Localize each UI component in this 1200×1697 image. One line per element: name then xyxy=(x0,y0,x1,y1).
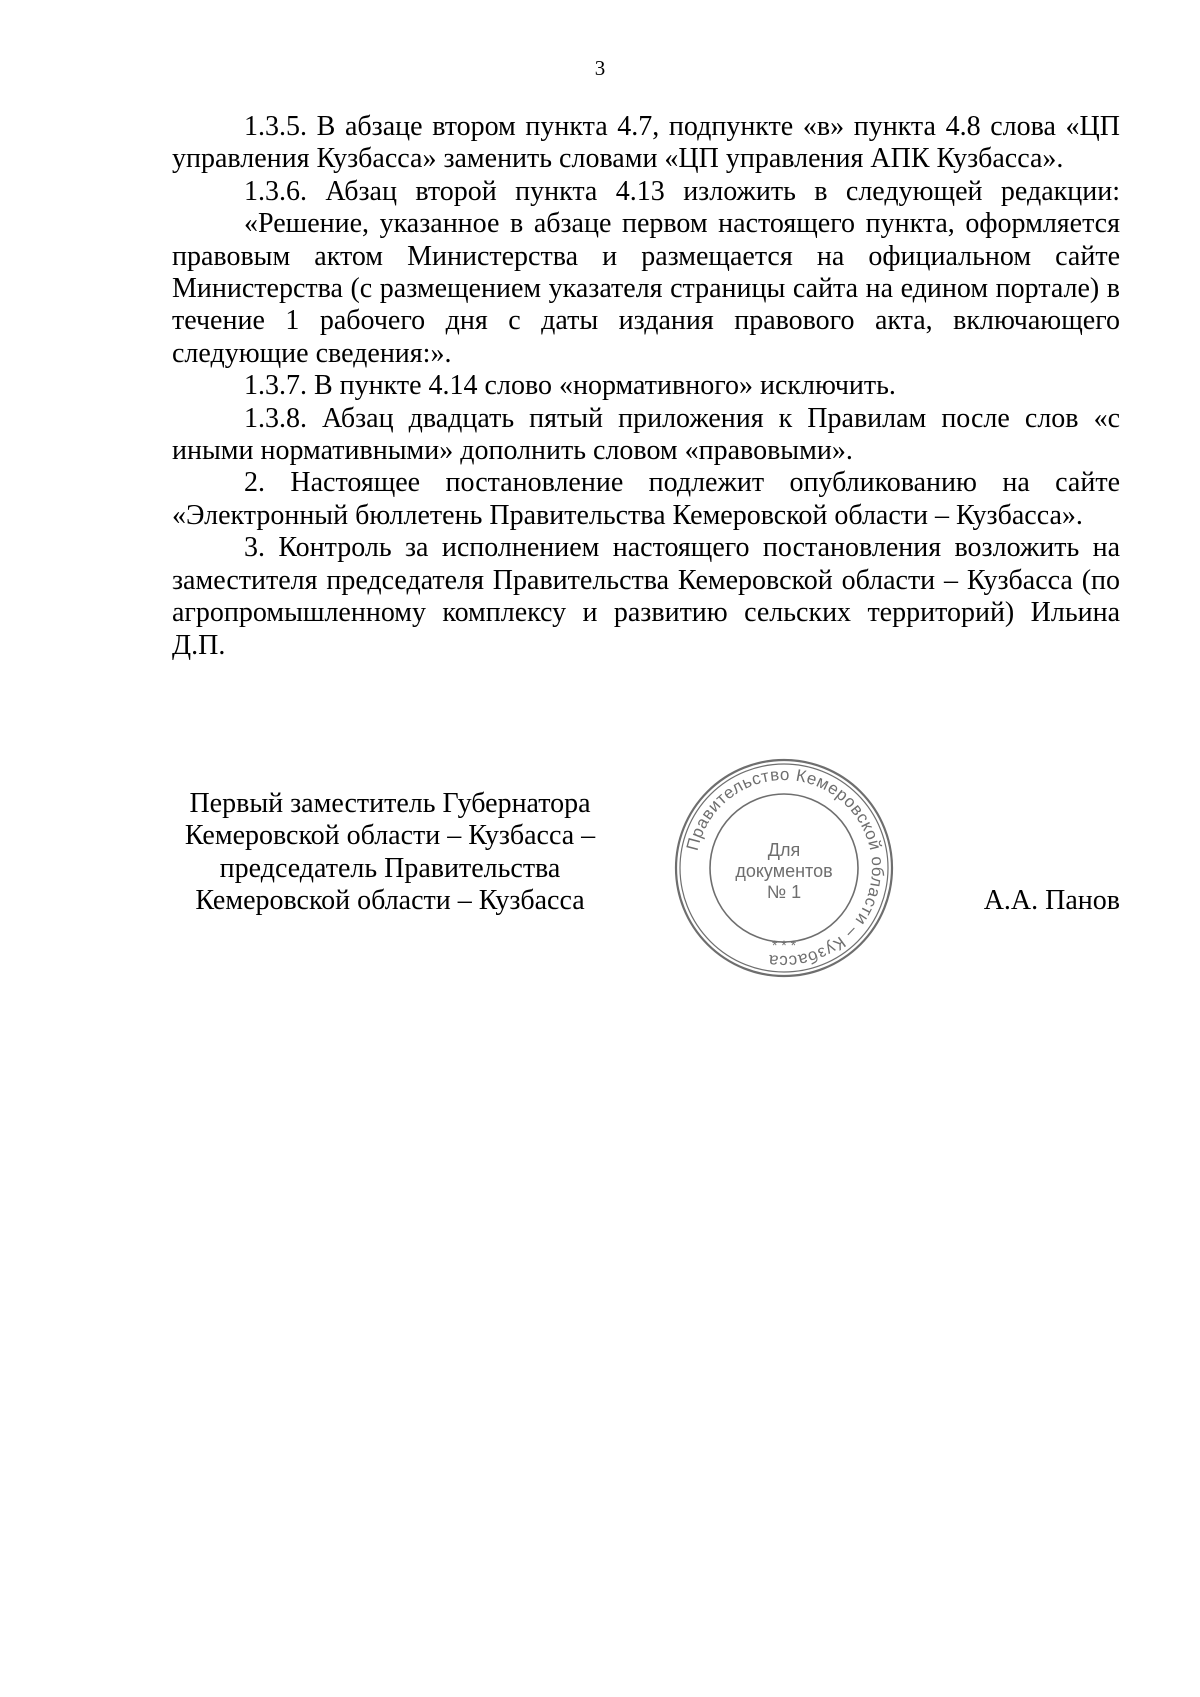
signatory-position-line: Кемеровской области – Кузбасса xyxy=(195,885,585,917)
page-number: 3 xyxy=(594,56,606,80)
document-body xyxy=(172,111,1120,662)
official-seal-stamp xyxy=(672,756,896,980)
signatory-position-line: Кемеровской области – Кузбасса – xyxy=(184,820,596,852)
signatory-position-line: Первый заместитель Губернатора xyxy=(189,788,591,819)
paragraph-1-3-6: 1.3.6. Абзац второй пункта 4.13 изложить в следующей редакции: xyxy=(244,175,1120,207)
seal-center-line: Для xyxy=(767,840,801,860)
signatory-position-line: председатель Правительства xyxy=(219,852,561,884)
paragraph-1-3-7: 1.3.7. В пункте 4.14 слово «нормативного» исключить. xyxy=(244,370,896,402)
seal-center-line: № 1 xyxy=(766,882,802,902)
paragraph-1-3-5: 1.3.5. В абзаце втором пункта 4.7, подпункте «в» пункта 4.8 слова «ЦП управления Кузбасса» заменить словами «ЦП управления АПК Кузбасса». xyxy=(172,111,1120,175)
seal-graphic xyxy=(672,756,896,980)
seal-stars: * * * xyxy=(771,937,797,953)
paragraph-2-publication: 2. Настоящее постановление подлежит опубликованию на сайте «Электронный бюллетень Правительства Кемеровской области – Кузбасса». xyxy=(172,467,1120,531)
paragraph-1-3-8: 1.3.8. Абзац двадцать пятый приложения к Правилам после слов «с иными нормативными» дополнить словом «правовыми». xyxy=(172,402,1120,467)
seal-center-line: документов xyxy=(735,861,833,881)
paragraph-quoted-decision: «Решение, указанное в абзаце первом настоящего пункта, оформляется правовым актом Министерства и размещается на официальном сайте Министерства (с размещением указателя страницы сайта на едином портале) в течение 1 рабочего дня с даты издания правового акта, включающего следующие сведения:». xyxy=(172,208,1120,369)
paragraph-3-control: 3. Контроль за исполнением настоящего постановления возложить на заместителя председателя Правительства Кемеровской области – Кузбасса (по агропромышленному комплексу и развитию сельских территорий) Ильина Д.П. xyxy=(172,532,1120,661)
signatory-name: А.А. Панов xyxy=(983,885,1120,916)
seal-ring-text: Правительство Кемеровской области – Кузбасса xyxy=(682,764,888,972)
signatory-position xyxy=(160,788,620,918)
